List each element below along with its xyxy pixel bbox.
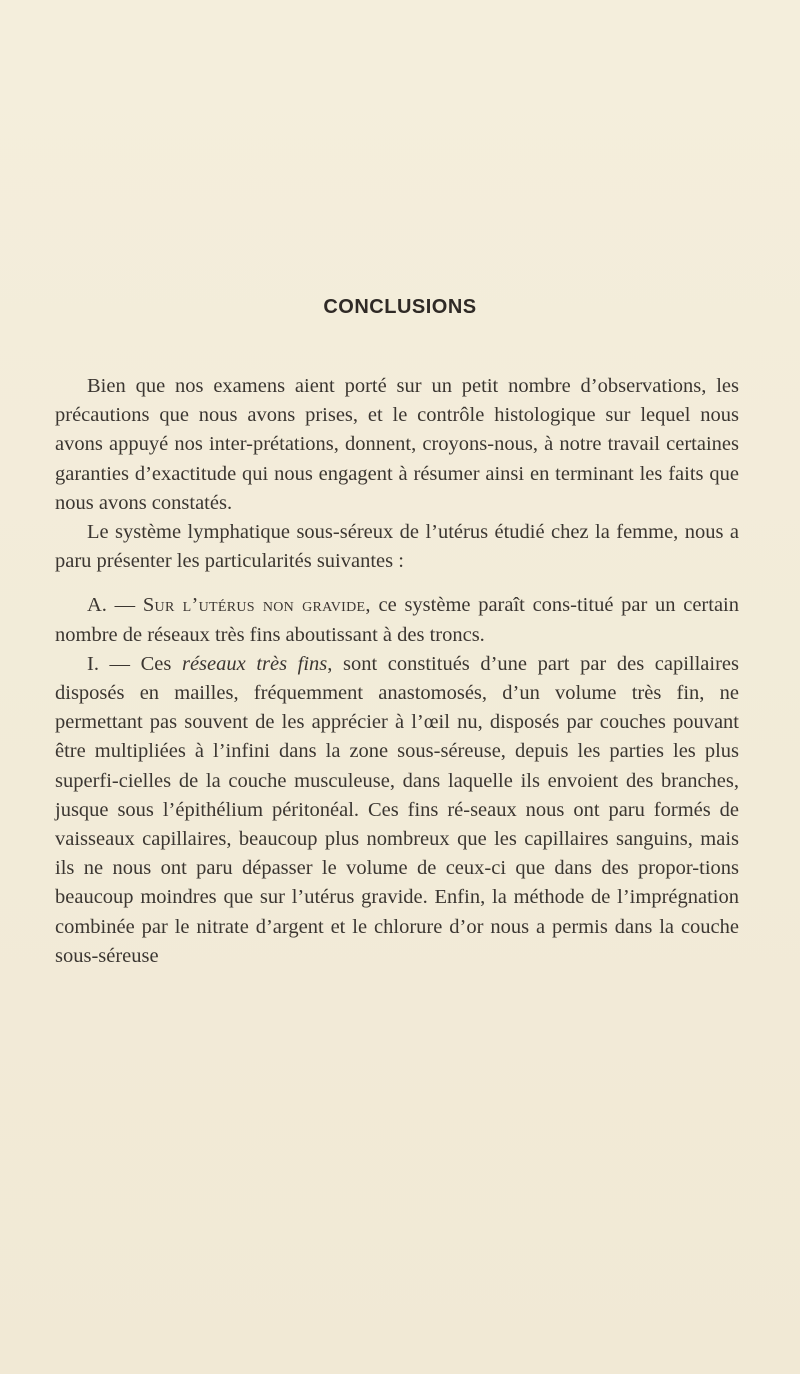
paragraph-section-a — [55, 591, 739, 649]
body-text — [55, 372, 739, 971]
section-a-text: ce système paraît cons-titué par un certain nombre de réseaux très fins aboutissant à des troncs. — [55, 594, 740, 646]
section-a-heading: Sur l’utérus non gravide, — [142, 594, 371, 617]
section-1-italic: réseaux très fins — [181, 652, 328, 675]
paragraph-intro: Bien que nos examens aient porté sur un petit nombre d’observations, les précautions que nous avons prises, et le contrôle histologique sur lequel nous avons appuyé nos inter-prétations, donnent, croyons-nous, à notre travail certaines garanties d’exactitude qui nous engagent à résumer ainsi en terminant les faits que nous avons constatés. — [55, 375, 739, 514]
section-1-lead: I. — Ces — [87, 652, 182, 675]
paragraph-system: Le système lymphatique sous-séreux de l’utérus étudié chez la femme, nous a paru présenter les particularités suivantes : — [55, 521, 739, 573]
section-1-text: , sont constitués d’une part par des capillaires disposés en mailles, fréquemment anastomosés, d’un volume très fin, ne permettant pas souvent de les apprécier à l’œil nu, disposés par couches pouvant être multipliées à l’infini dans la zone sous-séreuse, depuis les parties les plus superfi-cielles de la couche musculeuse, dans laquelle ils envoient des branches, jusque sous l’épithélium péritonéal. Ces fins ré-seaux nous ont paru formés de vaisseaux capillaires, beaucoup plus nombreux que les capillaires sanguins, mais ils ne nous ont paru dépasser le volume de ceux-ci que dans des propor-tions beaucoup moindres que sur l’utérus gravide. Enfin, la méthode de l’imprégnation combinée par le nitrate d’argent et le chlorure d’or nous a permis dans la couche sous-séreuse — [55, 652, 740, 967]
section-a-lead: A. — — [87, 594, 143, 617]
paragraph-section-1 — [55, 650, 739, 971]
page-title: CONCLUSIONS — [323, 296, 477, 318]
